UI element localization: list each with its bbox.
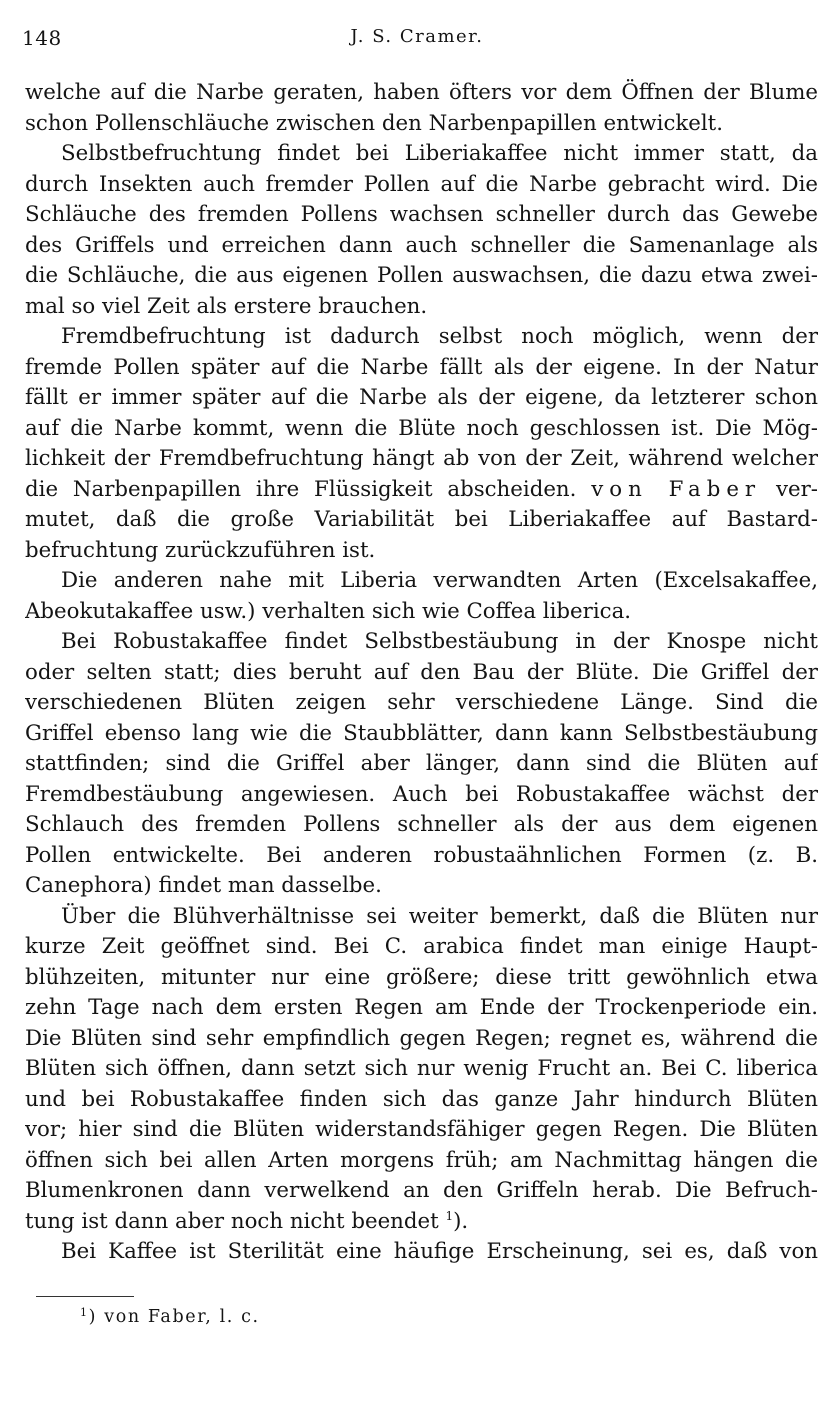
- text-line: Blüten sich öffnen, dann setzt sich nur wenig Frucht an. Bei C. liberica: [25, 1056, 818, 1081]
- running-head: J. S. Cramer.: [350, 26, 484, 47]
- page-header: [22, 26, 812, 56]
- text-line: oder selten statt; dies beruht auf den Bau der Blüte. Die Griffel der: [25, 659, 818, 685]
- text-line: fällt er immer später auf die Narbe als der eigene, da letzterer schon: [25, 385, 818, 410]
- text-line: Blumenkronen dann verwelkend an den Griffeln herab. Die Befruch-: [25, 1178, 818, 1203]
- text-line: Selbstbefruchtung findet bei Liberiakaffee nicht immer statt, da: [61, 141, 818, 166]
- text-line: [25, 475, 818, 506]
- text-line: Abeokutakaffee usw.) verhalten sich wie Coffea liberica.: [25, 598, 632, 624]
- text-line: auf die Narbe kommt, wenn die Blüte noch geschlossen ist. Die Mög-: [25, 415, 818, 441]
- text-line: schon Pollenschläuche zwischen den Narbenpapillen entwickelt.: [25, 110, 724, 136]
- text-line: durch Insekten auch fremder Pollen auf die Narbe gebracht wird. Die: [25, 171, 818, 197]
- footnote-text: von Faber, l. c.: [104, 1307, 260, 1327]
- text-line: fremde Pollen später auf die Narbe fällt als der eigene. In der Natur: [25, 354, 818, 380]
- text-line: welche auf die Narbe geraten, haben öfters vor dem Öffnen der Blume: [25, 80, 818, 105]
- text-segment: die Narbenpapillen ihre Flüssigkeit abscheiden.: [25, 476, 577, 502]
- text-line: Fremdbefruchtung ist dadurch selbst noch möglich, wenn der: [61, 324, 818, 349]
- text-line: Die Blüten sind sehr empfindlich gegen Regen; regnet es, während die: [25, 1025, 818, 1051]
- text-line: Bei Robustakaffee findet Selbstbestäubung in der Knospe nicht: [61, 629, 818, 654]
- text-line: verschiedenen Blüten zeigen sehr verschiedene Länge. Sind die: [25, 690, 818, 715]
- text-line: öffnen sich bei allen Arten morgens früh; am Nachmittag hängen die: [25, 1147, 818, 1173]
- text-line: des Griffels und erreichen dann auch schneller die Samenanlage als: [25, 232, 818, 258]
- text-segment: ).: [453, 1208, 469, 1234]
- text-line: blühzeiten, mitunter nur eine größere; diese tritt gewöhnlich etwa: [25, 964, 818, 990]
- footnote-marker: 1: [80, 1306, 89, 1319]
- text-line: Über die Blühverhältnisse sei weiter bemerkt, daß die Blüten nur: [61, 903, 818, 929]
- text-line: die Schläuche, die aus eigenen Pollen auswachsen, die dazu etwa zwei-: [25, 263, 818, 288]
- text-segment: tung ist dann aber noch nicht beendet: [25, 1208, 439, 1234]
- text-line: zehn Tage nach dem ersten Regen am Ende der Trockenperiode ein.: [25, 995, 818, 1020]
- text-line: Pollen entwickelte. Bei anderen robustaähnlichen Formen (z. B.: [25, 842, 818, 868]
- author-name: von Faber: [591, 476, 762, 502]
- footnote-ref[interactable]: 1: [445, 1208, 454, 1223]
- page-number: 148: [22, 26, 62, 50]
- text-line: Schlauch des fremden Pollens schneller als der aus dem eigenen: [25, 812, 818, 837]
- text-line: mutet, daß die große Variabilität bei Liberiakaffee auf Bastard-: [25, 507, 818, 532]
- text-line: Die anderen nahe mit Liberia verwandten Arten (Excelsakaffee,: [61, 568, 818, 593]
- text-line: befruchtung zurückzuführen ist.: [25, 537, 376, 563]
- text-line: mal so viel Zeit als erstere brauchen.: [25, 293, 428, 319]
- text-segment: ver-: [775, 476, 818, 502]
- text-line: kurze Zeit geöffnet sind. Bei C. arabica findet man einige Haupt-: [25, 934, 818, 959]
- body-text: [25, 78, 818, 1268]
- text-line: Canephora) findet man dasselbe.: [25, 873, 382, 898]
- text-line: Bei Kaffee ist Sterilität eine häufige Erscheinung, sei es, daß von: [61, 1239, 818, 1264]
- text-line: Griffel ebenso lang wie die Staubblätter, dann kann Selbstbestäubung: [25, 720, 818, 746]
- text-line: und bei Robustakaffee finden sich das ganze Jahr hindurch Blüten: [25, 1086, 818, 1112]
- text-line: lichkeit der Fremdbefruchtung hängt ab von der Zeit, während welcher: [25, 446, 818, 471]
- footnote: [80, 1307, 260, 1327]
- text-line: vor; hier sind die Blüten widerstandsfähiger gegen Regen. Die Blüten: [25, 1117, 818, 1142]
- text-line: Fremdbestäubung angewiesen. Auch bei Robustakaffee wächst der: [25, 781, 818, 807]
- footnote-paren: ): [88, 1307, 98, 1327]
- text-line: [25, 1207, 818, 1238]
- text-line: Schläuche des fremden Pollens wachsen schneller durch das Gewebe: [25, 202, 818, 227]
- footnote-divider: [36, 1296, 134, 1297]
- text-line: stattfinden; sind die Griffel aber länger, dann sind die Blüten auf: [25, 751, 818, 776]
